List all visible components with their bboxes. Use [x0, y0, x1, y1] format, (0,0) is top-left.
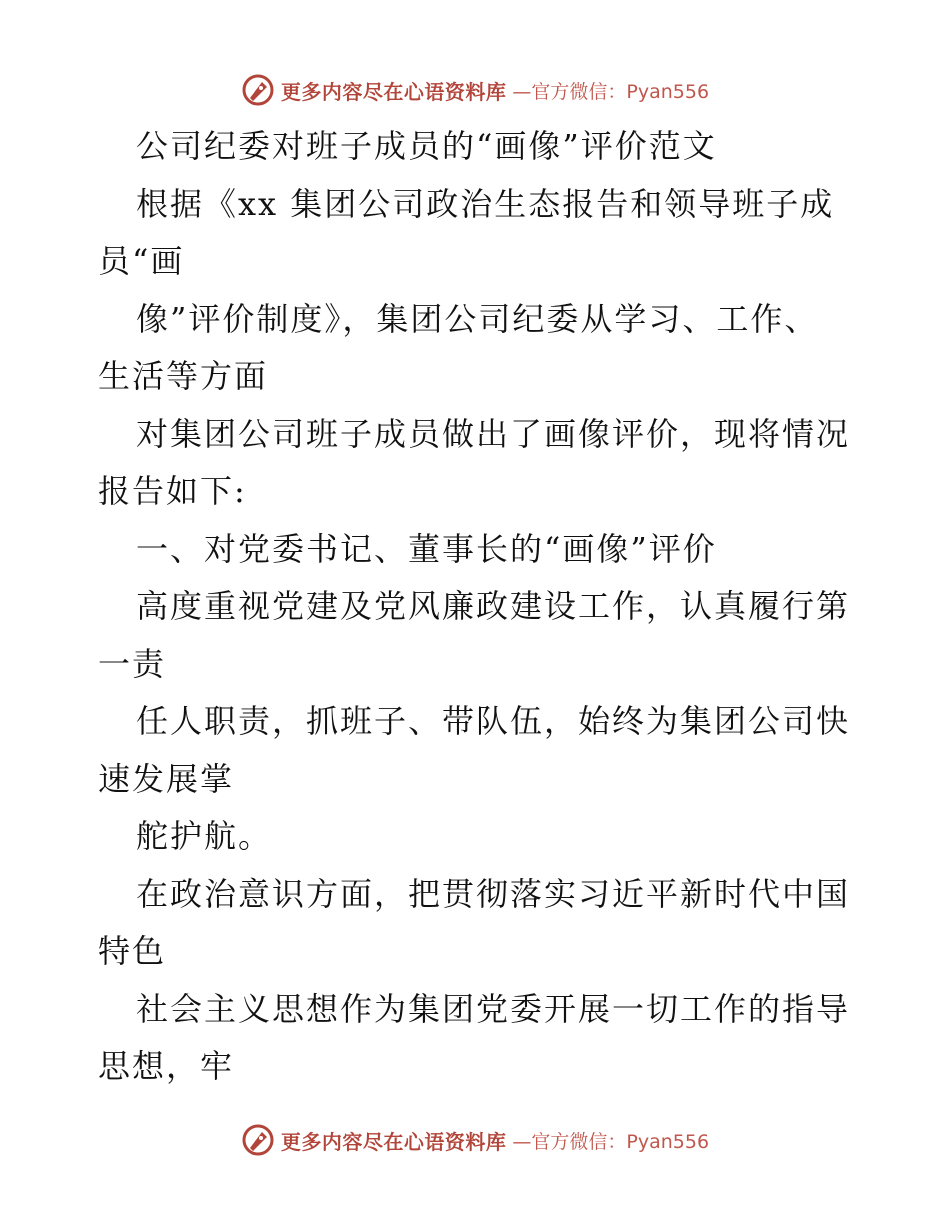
pen-nib-logo-icon [241, 73, 275, 107]
paragraph-line: 舵护航。 [136, 817, 273, 855]
paragraph-line: 任人职责，抓班子、带队伍，始终为集团公司快 [136, 702, 851, 740]
header-contact-text: —官方微信：Pyan556 [512, 80, 710, 103]
footer-contact-text: —官方微信：Pyan556 [512, 1130, 710, 1153]
paragraph-line: 生活等方面 [98, 357, 269, 395]
document-title: 公司纪委对班子成员的“画像”评价范文 [136, 127, 717, 165]
header-banner [0, 70, 950, 110]
section-heading: 一、对党委书记、董事长的“画像”评价 [136, 529, 717, 568]
footer-banner [0, 1120, 950, 1160]
paragraph-line: 报告如下: [98, 472, 247, 510]
pen-nib-logo-icon [241, 1123, 275, 1157]
document-body [98, 118, 858, 1096]
paragraph-line: 思想，牢 [98, 1047, 235, 1085]
paragraph-line: 高度重视党建及党风廉政建设工作，认真履行第 [136, 587, 851, 625]
footer-brand-text: 更多内容尽在心语资料库 [280, 1129, 507, 1154]
paragraph-line: 特色 [98, 932, 167, 970]
paragraph-line: 像”评价制度》，集团公司纪委从学习、工作、 [136, 299, 819, 338]
paragraph-line: 根据《xx 集团公司政治生态报告和领导班子成 [136, 184, 835, 223]
paragraph-line: 一责 [98, 644, 167, 683]
paragraph-line: 员“画 [98, 242, 185, 280]
header-brand-text: 更多内容尽在心语资料库 [280, 79, 507, 104]
paragraph-line: 社会主义思想作为集团党委开展一切工作的指导 [136, 989, 851, 1028]
paragraph-line: 速发展掌 [98, 759, 235, 798]
paragraph-line: 对集团公司班子成员做出了画像评价，现将情况 [136, 414, 851, 453]
paragraph-line: 在政治意识方面，把贯彻落实习近平新时代中国 [136, 874, 851, 913]
